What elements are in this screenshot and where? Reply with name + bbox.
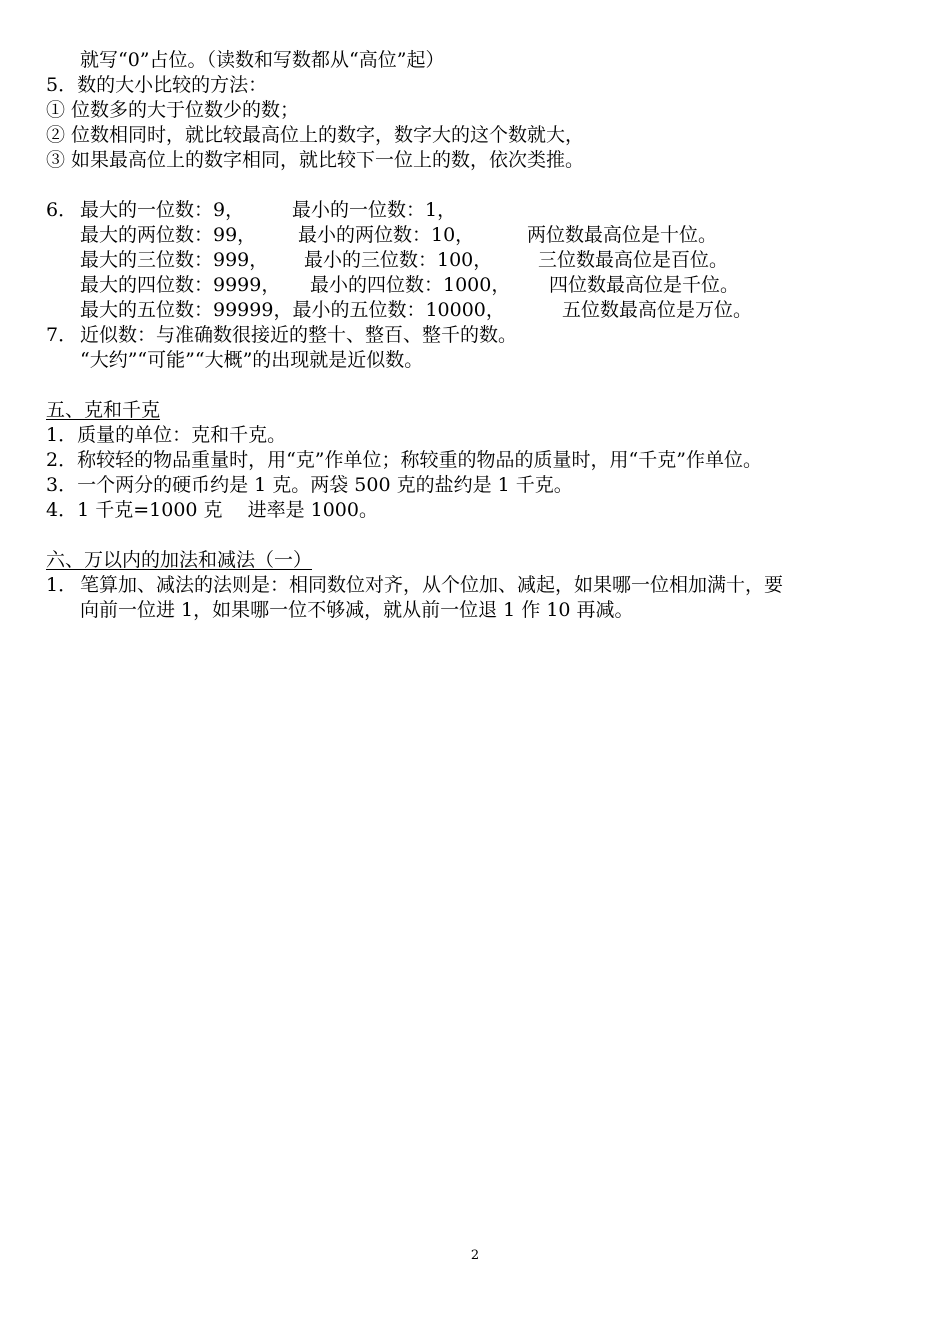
section-5-rule-2: ② 位数相同时，就比较最高位上的数字，数字大的这个数就大， bbox=[46, 124, 585, 146]
section-6-number: 6． bbox=[46, 199, 78, 221]
continued-line: 就写“0”占位。（读数和写数都从“高位”起） bbox=[80, 49, 445, 71]
highest-place-3-digit: 三位数最高位是百位。 bbox=[538, 249, 729, 271]
mass-item-3: 3．一个两分的硬币约是 1 克。两袋 500 克的盐约是 1 千克。 bbox=[46, 474, 573, 496]
highest-place-2-digit: 两位数最高位是十位。 bbox=[527, 224, 718, 246]
highest-place-4-digit: 四位数最高位是千位。 bbox=[549, 274, 740, 296]
addition-rule-number: 1． bbox=[46, 574, 78, 596]
largest-1-digit: 最大的一位数：9， bbox=[80, 199, 245, 221]
addition-rule-text-continued: 向前一位进 1，如果哪一位不够减，就从前一位退 1 作 10 再减。 bbox=[80, 599, 634, 621]
heading-grams-kilograms: 五、克和千克 bbox=[46, 399, 161, 421]
approximate-number-definition: 近似数：与准确数很接近的整十、整百、整千的数。 bbox=[80, 324, 518, 346]
page-number: 2 bbox=[470, 1248, 480, 1263]
smallest-3-digit: 最小的三位数：100， bbox=[304, 249, 493, 271]
smallest-4-digit: 最小的四位数：1000， bbox=[310, 274, 511, 296]
addition-rule-text: 笔算加、减法的法则是：相同数位对齐，从个位加、减起，如果哪一位相加满十，要 bbox=[80, 574, 784, 596]
largest-2-digit: 最大的两位数：99， bbox=[80, 224, 257, 246]
smallest-2-digit: 最小的两位数：10， bbox=[298, 224, 475, 246]
largest-smallest-5-digit: 最大的五位数：99999，最小的五位数：10000， bbox=[80, 299, 505, 321]
mass-item-1: 1．质量的单位：克和千克。 bbox=[46, 424, 287, 446]
largest-3-digit: 最大的三位数：999， bbox=[80, 249, 269, 271]
section-5-rule-3: ③ 如果最高位上的数字相同，就比较下一位上的数，依次类推。 bbox=[46, 149, 585, 171]
section-5-title: 5．数的大小比较的方法： bbox=[46, 74, 268, 96]
largest-4-digit: 最大的四位数：9999， bbox=[80, 274, 281, 296]
approximate-number-note: “大约”“可能”“大概”的出现就是近似数。 bbox=[80, 349, 424, 371]
section-7-number: 7． bbox=[46, 324, 78, 346]
section-5-rule-1: ① 位数多的大于位数少的数； bbox=[46, 99, 300, 121]
smallest-1-digit: 最小的一位数：1， bbox=[292, 199, 457, 221]
mass-item-4: 4．1 千克=1000 克 进率是 1000。 bbox=[46, 499, 378, 521]
heading-addition-subtraction: 六、万以内的加法和减法（一） bbox=[46, 549, 313, 571]
highest-place-5-digit: 五位数最高位是万位。 bbox=[562, 299, 753, 321]
mass-item-2: 2．称较轻的物品重量时，用“克”作单位；称较重的物品的质量时，用“千克”作单位。 bbox=[46, 449, 762, 471]
